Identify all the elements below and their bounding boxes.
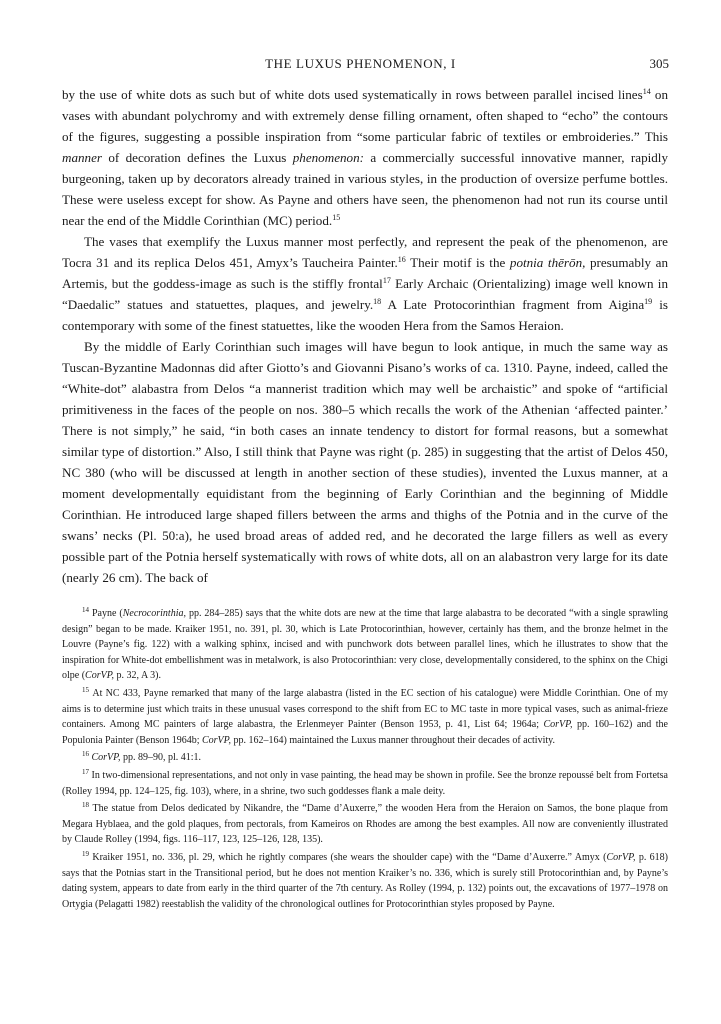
italic-term: CorVP, (85, 670, 115, 682)
text-run: Early Archaic (Orientalizing) image well known in “Daedalic” statues and statuettes, plaques, and jewelry. (62, 276, 668, 312)
text-run: pp. 284–285) says that the white dots are new at the time that large alabastra to be decorated “with a single sprawling design” began to be made. Kraiker 1951, no. 391, pl. 30, which is Late Protocorinthian, however, certainly has them, and the bronze helmet in the Louvre (Payne’s fig. 122) with a walking sphinx, incised and with punchwork dots between parallel lines, which he illustrates to show that the inspiration for White-dot embellishment was in metalwork, is also Protocorinthian: very close, developmentally considered, to the sphinx on the Chigi olpe ( (62, 608, 668, 682)
italic-term: CorVP, (202, 734, 231, 746)
text-run: pp. 162–164) maintained the Luxus manner throughout their decades of activity. (231, 734, 555, 746)
footnote-number: 15 (82, 685, 89, 694)
footnote-ref-18[interactable]: 18 (373, 297, 382, 306)
text-run: The statue from Delos dedicated by Nikandre, the “Dame d’Auxerre,” the wooden Hera from the Heraion on Samos, the bone plaque from Megara Hyblaea, and the gold plaques, from pectorals, from Kameiros on Rhodes are among the best examples. All now are conveniently illustrated by Claude Rolley (1994, figs. 116–117, 123, 125–126, 128, 135). (62, 803, 669, 846)
footnotes (62, 606, 668, 914)
text-run: At NC 433, Payne remarked that many of the large alabastra (listed in the EC section of his catalogue) were Middle Corinthian. One of my aims is to determine just which traits in these unusual vases correspond to the shift from EC to MC taste in more typical vases, such as animal-frieze containers. Among MC painters of large alabastra, the Erlenmeyer Painter (Benson 1953, p. 41, List 64; 1964a; (62, 687, 669, 731)
text-run: is contemporary with some of the finest statuettes, like the wooden Hera from the Samos Heraion. (62, 297, 668, 333)
text-run: a commercially successful innovative manner, rapidly burgeoning, taken up by decorators already trained in various styles, in the production of oversize perfume bottles. These were useless except for show. As Payne and others have seen, the phenomenon had not run its course until near the end of the Middle Corinthian (MC) period. (62, 150, 668, 228)
main-text (62, 84, 668, 588)
text-run: Their motif is the (405, 255, 510, 270)
text-run: pp. 89–90, pl. 41:1. (120, 752, 202, 764)
footnote-ref-19[interactable]: 19 (644, 297, 653, 306)
footnote-15 (62, 686, 668, 748)
footnote-18 (62, 801, 668, 848)
footnote-19 (62, 850, 668, 912)
footnote-number: 17 (82, 767, 89, 776)
paragraph-2 (62, 231, 668, 336)
italic-term: Necrocorinthia, (122, 608, 186, 619)
text-run: In two-dimensional representations, and not only in vase painting, the head may be shown in profile. See the bronze repoussé belt from Fortetsa (Rolley 1994, pp. 124–125, fig. 103), where, in a shrine, two such goddesses flank a male deity. (62, 769, 668, 797)
paragraph-3 (62, 336, 668, 588)
italic-term: phenomenon: (292, 150, 365, 165)
italic-term: CorVP, (91, 752, 121, 764)
italic-term: CorVP, (543, 719, 573, 731)
text-run: The vases that exemplify the Luxus manner most perfectly, and represent the peak of the phenomenon, are Tocra 31 and its replica Delos 451, Amyx’s Taucheira Painter. (62, 234, 668, 270)
footnote-ref-17[interactable]: 17 (382, 276, 391, 285)
footnote-14 (62, 606, 668, 684)
italic-term: manner (62, 150, 103, 165)
italic-term: potnia thērōn, (509, 255, 586, 270)
footnote-number: 19 (82, 849, 89, 858)
text-run: By the middle of Early Corinthian such images will have begun to look antique, in much the same way as Tuscan-Byzantine Madonnas did after Giotto’s and Giovanni Pisano’s works of ca. 1310. Payne, indeed, called the “White-dot” alabastra from Delos “a mannerist tradition which may well be archaistic” and spoke of “artificial primitiveness in the faces of the people on nos. 380–5 which recalls the work of the Athenian ‘affected painter.’ There is not simply,” he said, “in both cases an innate tendency to distort for formal reasons, but a somewhat similar type of distortion.” Also, I still think that Payne was right (p. 285) in suggesting that the artist of Delos 450, NC 380 (who will be discussed at length in another section of these studies), invented the Luxus manner, at a moment developmentally equidistant from the beginning of Early Corinthian and the beginning of Middle Corinthian. He introduced large shaped fillers between the arms and thighs of the Potnia and in the curve of the swans’ necks (Pl. 50:a), he used broad areas of added red, and he decorated the large fillers as well as every possible part of the Potnia herself systematically with rows of white dots, all on an alabastron very large for its date (nearly 26 cm). The back of (62, 339, 668, 585)
footnote-number: 14 (82, 606, 89, 614)
text-run: pp. 160–162) and the Populonia Painter (Benson 1964b; (62, 719, 668, 746)
footnote-number: 18 (82, 801, 89, 810)
text-run: A Late Protocorinthian fragment from Aigina (381, 297, 645, 312)
text-run: Kraiker 1951, no. 336, pl. 29, which he rightly compares (she wears the shoulder cape) with the “Dame d’Auxerre.” Amyx ( (92, 851, 607, 863)
text-run: presumably an Artemis, but the goddess-image as such is the stiffly frontal (62, 255, 668, 291)
italic-term: CorVP, (606, 851, 636, 863)
text-run: Payne ( (91, 608, 123, 619)
text-run: p. 32, A 3). (114, 670, 161, 682)
footnote-number: 16 (82, 750, 89, 759)
text-run: by the use of white dots as such but of white dots used systematically in rows between parallel incised lines (62, 87, 643, 102)
footnote-17 (62, 768, 668, 799)
footnote-16 (62, 750, 668, 766)
page-header (0, 56, 721, 76)
footnote-ref-16[interactable]: 16 (397, 255, 406, 264)
text-run: on vases with abundant polychromy and with extremely dense filling ornament, often shaped to “echo” the contours of the figures, suggesting a possible inspiration from “some particular fabric of textiles or embroideries.” This (62, 87, 668, 144)
footnote-ref-15[interactable]: 15 (332, 213, 341, 222)
text-run: p. 618) says that the Potnias start in the Transitional period, but he does not mention Kraiker’s no. 336, which is surely still Protocorinthian and, by Payne’s dating system, appears to date from early in the third quarter of the 7th century. As Rolley (1994, p. 132) points out, the excavations of 1977–1978 on Ortygia (Pelagatti 1982) reestablish the validity of the chronological outlines for Protocorinthian styles proposed by Payne. (62, 851, 669, 910)
running-title: THE LUXUS PHENOMENON, I (265, 56, 456, 71)
paragraph-1 (62, 84, 668, 231)
footnote-ref-14[interactable]: 14 (642, 87, 651, 96)
page-number: 305 (649, 56, 669, 71)
text-run: of decoration defines the Luxus (102, 150, 293, 165)
